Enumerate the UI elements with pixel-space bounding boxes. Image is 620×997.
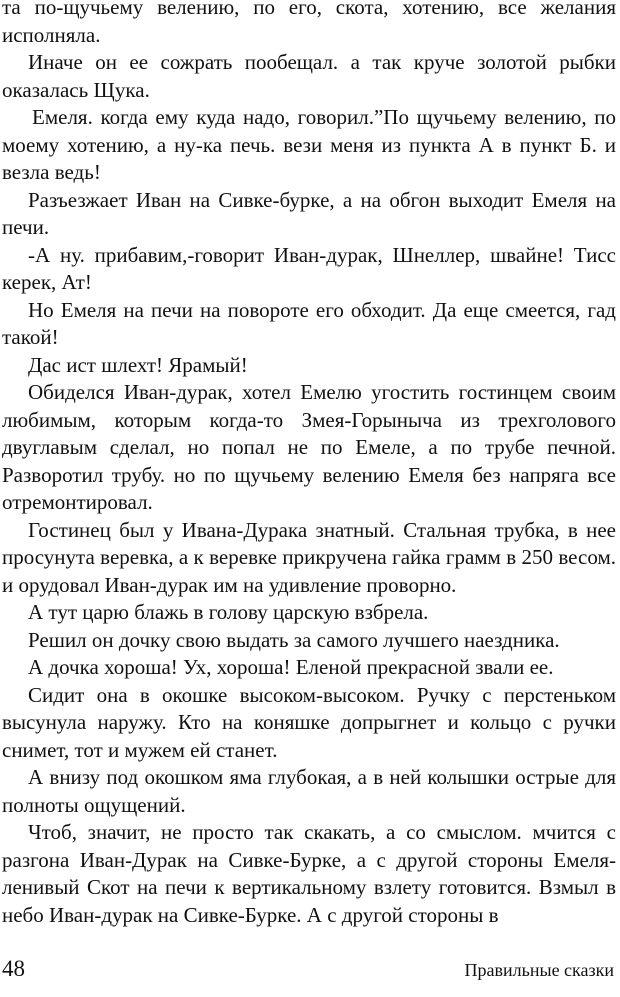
paragraph-13: Сидит она в окошке высоком-высоком. Ручку с перстеньком высунула наружу. Кто на коняшке допрыгнет и кольцо с ручки снимет, тот и мужем ей станет. [2, 682, 616, 762]
paragraph-7: Дас ист шлехт! Ярамый! [28, 352, 248, 377]
body-text [2, 0, 616, 929]
page-number: 48 [2, 956, 25, 981]
paragraph-2: Иначе он ее сожрать пообещал. а так круче золотой рыбки оказалась Щука. [2, 50, 616, 102]
paragraph-1: та по-щучьему велению, по его, скота, хотению, все желания исполняла. [2, 0, 616, 47]
page-footer [0, 956, 620, 992]
paragraph-12: А дочка хороша! Ух, хороша! Еленой прекрасной звали ее. [28, 655, 554, 679]
paragraph-14: А внизу под окошком яма глубокая, а в ней колышки острые для полноты ощущений. [2, 765, 616, 817]
paragraph-8: Обиделся Иван-дурак, хотел Емелю угостить гостинцем своим любимым, которым когда-то Змея-Горыныча из трехголового двуглавым сделал, но попал не по Емеле, а по трубе печной. Разворотил трубу. но по щучьему велению Емеля без напряга все отремонтировал. [2, 380, 616, 514]
running-title: Правильные сказки [464, 960, 614, 980]
paragraph-15: Чтоб, значит, не просто так скакать, а со смыслом. мчится с разгона Иван-Дурак на Сивке-Бурке, а с другой стороны Емеля-ленивый Скот на печи к вертикальному взлету готовится. Взмыл в небо Иван-дурак на Сивке-Бурке. А с другой стороны в [2, 820, 616, 927]
paragraph-6: Но Емеля на печи на повороте его обходит. Да еще смеется, гад такой! [2, 297, 616, 349]
paragraph-10: А тут царю блажь в голову царскую взбрела. [28, 600, 429, 624]
paragraph-3: Емеля. когда ему куда надо, говорил.”По щучьему велению, по моему хотению, а ну-ка печь. вези меня из пункта А в пункт Б. и везла ведь! [2, 105, 616, 184]
paragraph-4: Разъезжает Иван на Сивке-бурке, а на обгон выходит Емеля на печи. [2, 187, 616, 239]
paragraph-5: -А ну. прибавим,-говорит Иван-дурак, Шнеллер, швайне! Тисс керек, Ат! [2, 242, 616, 294]
paragraph-11: Решил он дочку свою выдать за самого лучшего наездника. [28, 627, 560, 652]
paragraph-9: Гостинец был у Ивана-Дурака знатный. Стальная трубка, в нее просунута веревка, а к веревке прикручена гайка грамм в 250 весом. и орудовал Иван-дурак им на удивление проворно. [2, 517, 616, 597]
